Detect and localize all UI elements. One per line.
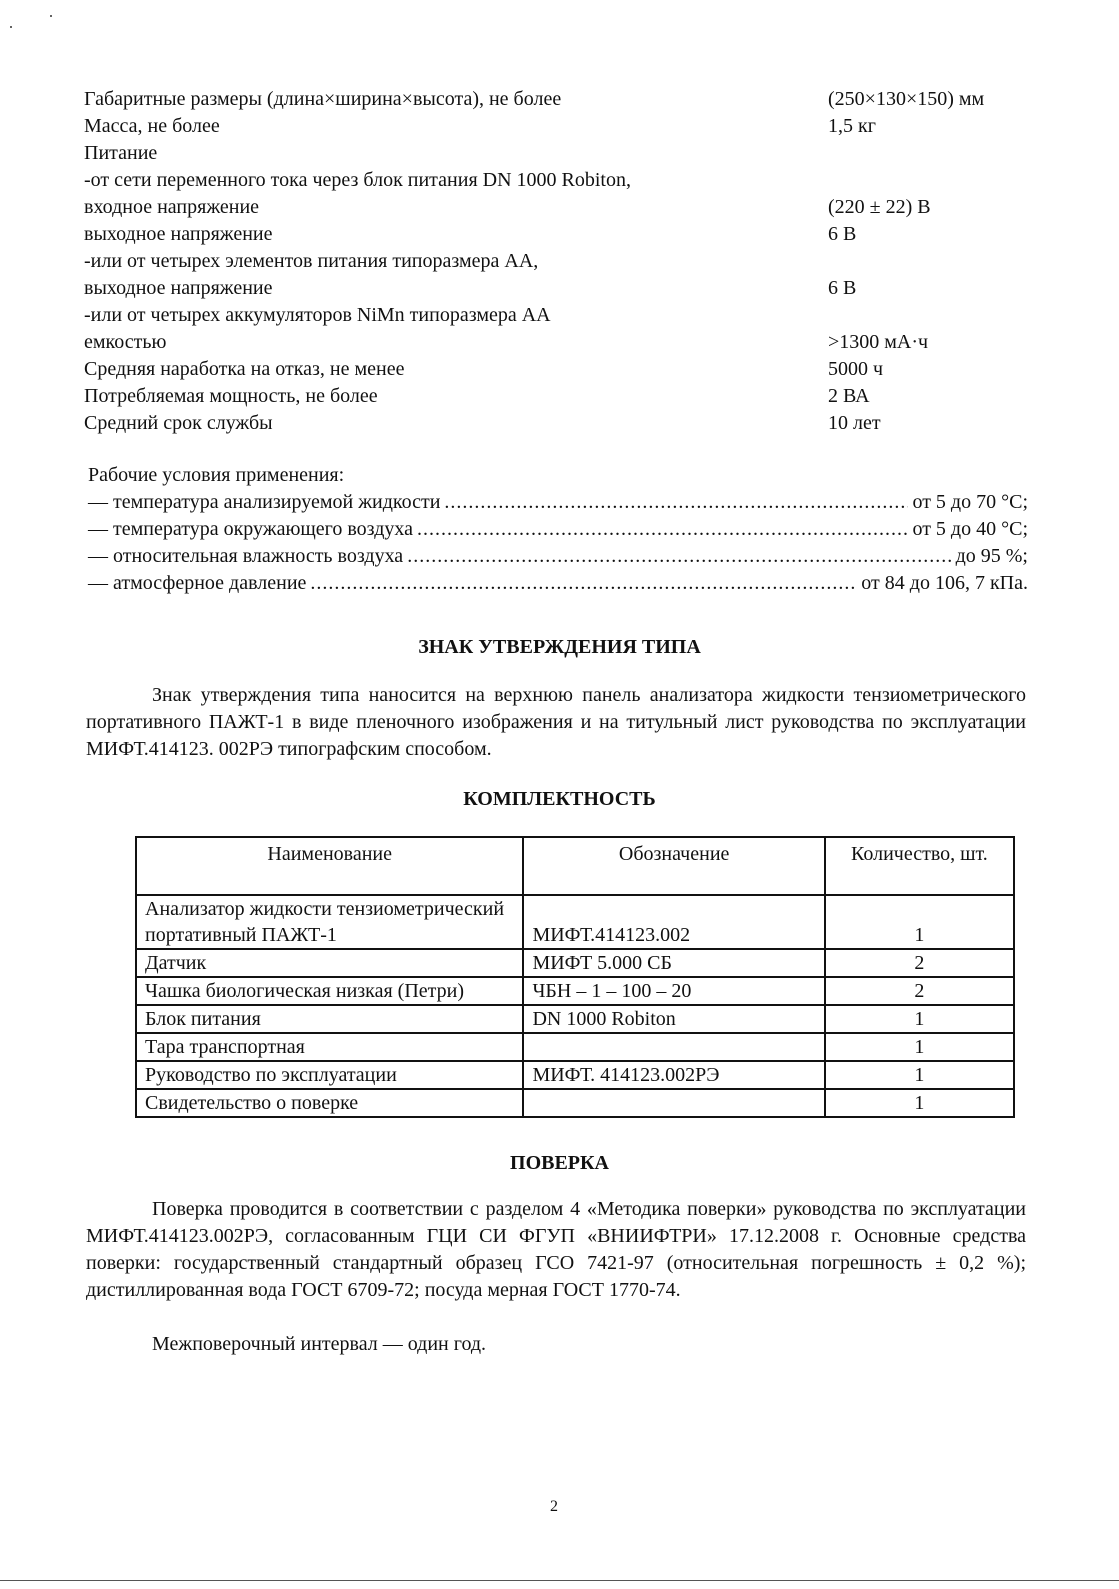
dot-leader (444, 489, 908, 516)
spec-label: Средняя наработка на отказ, не менее (84, 358, 405, 380)
spec-value: (250×130×150) мм (828, 88, 985, 110)
conditions-title: Рабочие условия применения: (88, 464, 345, 486)
cell-code: ЧБН – 1 – 100 – 20 (523, 977, 824, 1005)
condition-row (88, 543, 1028, 570)
cell-qty: 1 (825, 1033, 1014, 1061)
table-row (136, 895, 1014, 949)
cell-qty: 2 (825, 977, 1014, 1005)
table-row (136, 949, 1014, 977)
spec-value: 1,5 кг (828, 115, 876, 137)
interval-paragraph: Межповерочный интервал — один год. (152, 1333, 487, 1355)
spec-row (84, 329, 1044, 356)
condition-value: от 5 до 40 °С; (912, 518, 1028, 540)
spec-value: 2 ВА (828, 385, 870, 407)
spec-value: >1300 мА·ч (828, 331, 929, 353)
scan-edge-line (0, 1580, 1119, 1581)
condition-label: — относительная влажность воздуха (88, 545, 404, 567)
spec-value: 10 лет (828, 412, 881, 434)
spec-label: выходное напряжение (84, 277, 273, 299)
cell-name: Блок питания (136, 1005, 523, 1033)
approval-heading: ЗНАК УТВЕРЖДЕНИЯ ТИПА (418, 636, 701, 658)
spec-row (84, 302, 1044, 329)
spec-row (84, 248, 1044, 275)
kit-table (135, 836, 1015, 1118)
table-row (136, 1033, 1014, 1061)
table-row (136, 1089, 1014, 1117)
cell-name: Руководство по эксплуатации (136, 1061, 523, 1089)
condition-value: до 95 %; (955, 545, 1028, 567)
dot-leader (417, 516, 908, 543)
table-header-row (136, 837, 1014, 895)
scan-speck (10, 26, 12, 28)
spec-row (84, 167, 1044, 194)
approval-paragraph: Знак утверждения типа наносится на верхнюю панель анализатора жидкости тензиометрического портативного ПАЖТ-1 в виде пленочного изображения и на титульный лист руководства по эксплуатации МИФТ.414123. 002РЭ типографским способом. (86, 684, 1026, 760)
table-row (136, 1061, 1014, 1089)
cell-qty: 2 (825, 949, 1014, 977)
condition-value: от 84 до 106, 7 кПа. (861, 572, 1028, 594)
cell-code (523, 1089, 824, 1117)
spec-label: -от сети переменного тока через блок питания DN 1000 Robiton, (84, 169, 631, 191)
cell-name: Свидетельство о поверке (136, 1089, 523, 1117)
spec-label: Питание (84, 142, 158, 164)
kit-heading: КОМПЛЕКТНОСТЬ (463, 788, 656, 810)
cell-qty: 1 (825, 1005, 1014, 1033)
dot-leader (407, 543, 951, 570)
spec-row (84, 140, 1044, 167)
dot-leader (310, 570, 857, 597)
cell-code: DN 1000 Robiton (523, 1005, 824, 1033)
column-header-code: Обозначение (523, 837, 824, 895)
condition-label: — атмосферное давление (88, 572, 307, 594)
spec-row (84, 86, 1044, 113)
condition-row (88, 570, 1028, 597)
cell-qty: 1 (825, 1061, 1014, 1089)
cell-code: МИФТ 5.000 СБ (523, 949, 824, 977)
cell-code: МИФТ.414123.002 (523, 895, 824, 949)
cell-code (523, 1033, 824, 1061)
cell-name: Чашка биологическая низкая (Петри) (136, 977, 523, 1005)
spec-row (84, 383, 1044, 410)
page-number: 2 (550, 1498, 558, 1515)
spec-row (84, 275, 1044, 302)
spec-row (84, 221, 1044, 248)
spec-label: Средний срок службы (84, 412, 273, 434)
spec-row (84, 113, 1044, 140)
cell-name: Анализатор жидкости тензиометрический портативный ПАЖТ-1 (136, 895, 523, 949)
spec-label: -или от четырех аккумуляторов NiMn типоразмера АА (84, 304, 551, 326)
cell-qty: 1 (825, 895, 1014, 949)
spec-label: емкостью (84, 331, 167, 353)
condition-row (88, 489, 1028, 516)
condition-value: от 5 до 70 °С; (912, 491, 1028, 513)
spec-label: Масса, не более (84, 115, 220, 137)
spec-row (84, 410, 1044, 437)
spec-value: 6 В (828, 277, 857, 299)
condition-label: — температура анализируемой жидкости (88, 491, 441, 513)
spec-label: -или от четырех элементов питания типоразмера АА, (84, 250, 539, 272)
condition-label: — температура окружающего воздуха (88, 518, 414, 540)
column-header-name: Наименование (136, 837, 523, 895)
cell-qty: 1 (825, 1089, 1014, 1117)
cell-name: Тара транспортная (136, 1033, 523, 1061)
cell-name: Датчик (136, 949, 523, 977)
spec-label: входное напряжение (84, 196, 260, 218)
table-row (136, 1005, 1014, 1033)
condition-row (88, 516, 1028, 543)
column-header-qty: Количество, шт. (825, 837, 1014, 895)
cell-code: МИФТ. 414123.002РЭ (523, 1061, 824, 1089)
verification-heading: ПОВЕРКА (510, 1152, 609, 1174)
table-row (136, 977, 1014, 1005)
verification-paragraph: Поверка проводится в соответствии с разделом 4 «Методика поверки» руководства по эксплуатации МИФТ.414123.002РЭ, согласованным ГЦИ СИ ФГУП «ВНИИФТРИ» 17.12.2008 г. Основные средства поверки: государственный стандартный образец ГСО 7421-97 (относительная погрешность ± 0,2 %); дистиллированная вода ГОСТ 6709-72; посуда мерная ГОСТ 1770-74. (86, 1198, 1026, 1301)
spec-row (84, 194, 1044, 221)
spec-row (84, 356, 1044, 383)
spec-value: (220 ± 22) В (828, 196, 931, 218)
spec-value: 6 В (828, 223, 857, 245)
spec-label: выходное напряжение (84, 223, 273, 245)
spec-label: Потребляемая мощность, не более (84, 385, 378, 407)
scan-speck (50, 15, 52, 17)
spec-label: Габаритные размеры (длина×ширина×высота), не более (84, 88, 562, 110)
spec-value: 5000 ч (828, 358, 884, 380)
